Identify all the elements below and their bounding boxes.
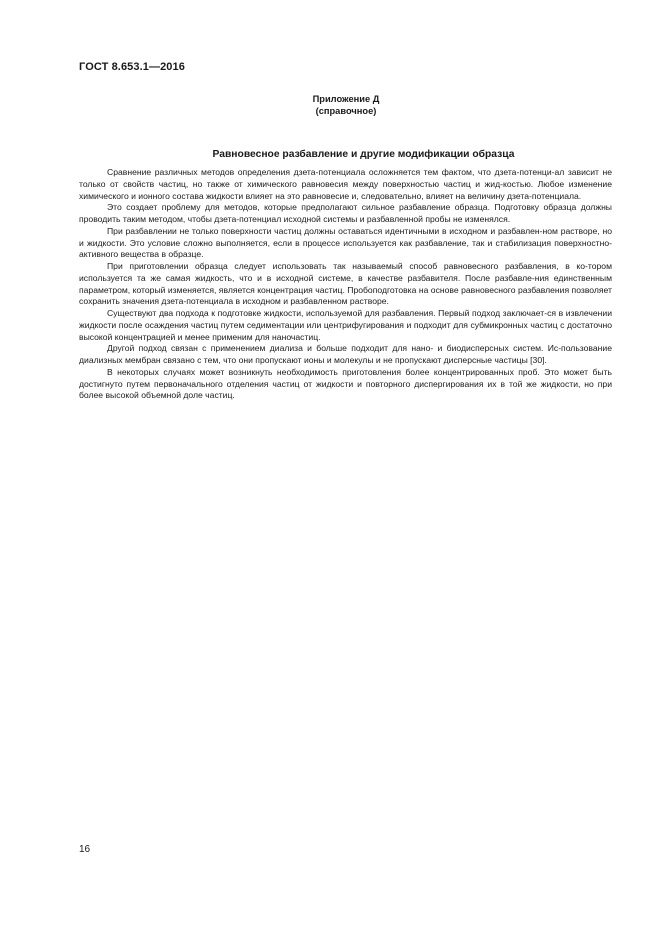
document-code: ГОСТ 8.653.1—2016 — [79, 61, 185, 73]
paragraph: При приготовлении образца следует использовать так называемый способ равновесного разбавления, в ко-тором используется та же самая жидкость, что и в исходной системе, в качестве разбавителя. После разбавле-ния единственным параметром, который изменяется, является концентрация частиц. Пробоподготовка на основе равновесного разбавления позволяет сохранить значения дзета-потенциала в исходном и разбавленном растворе. — [79, 261, 612, 307]
appendix-label — [290, 93, 402, 117]
paragraph: При разбавлении не только поверхности частиц должны оставаться идентичными в исходном и разбавлен-ном растворе, но и жидкости. Это условие сложно выполняется, если в процессе используется как разбавление, так и стабилизация поверхностно-активного вещества в образце. — [79, 225, 612, 260]
paragraph: Существуют два подхода к подготовке жидкости, используемой для разбавления. Первый подход заключает-ся в извлечении жидкости после осаждения частиц путем седиментации или центрифугирования и подходит для субмикронных частиц с достаточно высокой концентрацией и менее применим для наночастиц. — [79, 308, 612, 342]
body-text — [79, 167, 612, 402]
appendix-subtitle: (справочное) — [315, 106, 377, 116]
paragraph: Это создает проблему для методов, которые предполагают сильное разбавление образца. Подготовку образца должны проводить таким методом, чтобы дзета-потенциал исходной системы и разбавленной пробы не изменялся. — [79, 202, 612, 224]
paragraph: В некоторых случаях может возникнуть необходимость приготовления более концентрированных проб. Это может быть достигнуто путем первоначального отделения частиц от жидкости и повторного диспергирования их в той же жидкости, но при более высокой объемной доле частиц. — [79, 366, 612, 401]
page-number: 16 — [79, 844, 91, 855]
section-heading: Равновесное разбавление и другие модификации образца — [212, 149, 515, 160]
paragraph: Другой подход связан с применением диализа и больше подходит для нано- и биодисперсных систем. Ис-пользование диализных мембран связано с тем, что они пропускают ионы и молекулы и не пропускают дисперсные частицы [30]. — [79, 343, 612, 365]
paragraph: Сравнение различных методов определения дзета-потенциала осложняется тем фактом, что дзета-потенци-ал зависит не только от свойств частиц, но также от химического равновесия между поверхностью частиц и жид-костью. Любое изменение химического и ионного состава жидкости влияет на это равновесие и, следовательно, влияет на величину дзета-потенциала. — [79, 167, 612, 201]
appendix-title: Приложение Д — [312, 94, 380, 104]
